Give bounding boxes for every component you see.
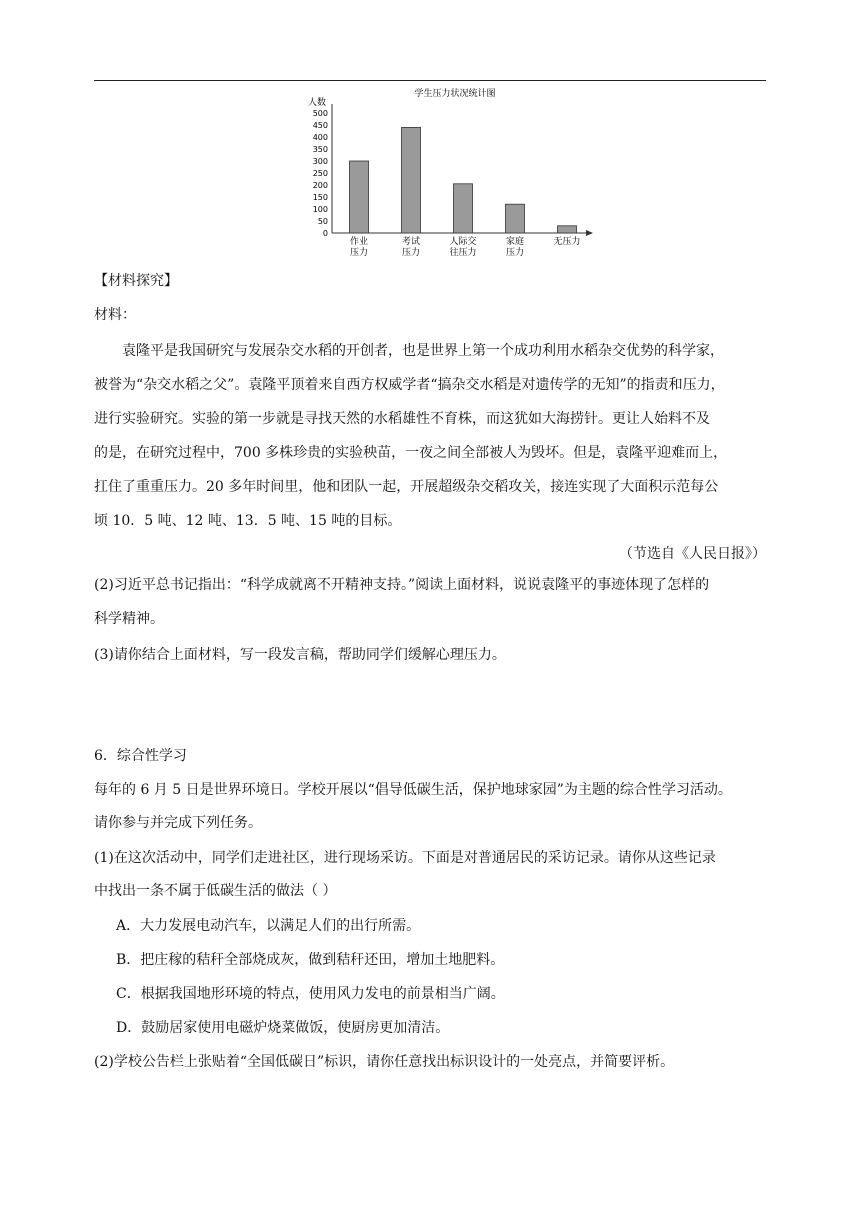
bar (506, 204, 525, 233)
s6-question-1-line: (1)在这次活动中，同学们走进社区，进行现场采访。下面是对普通居民的采访记录。请你从这些记录 (94, 850, 716, 866)
x-tick-label: 考试 (401, 237, 421, 247)
y-tick-label: 400 (312, 133, 328, 142)
y-tick-label: 0 (322, 229, 328, 238)
y-tick-label: 350 (312, 145, 328, 154)
question-3: (3)请你结合上面材料，写一段发言稿，帮助同学们缓解心理压力。 (94, 647, 506, 663)
option-c: C．根据我国地形环境的特点，使用风力发电的前景相当广阔。 (116, 986, 505, 1002)
material-label: 材料： (94, 307, 136, 323)
x-tick-label: 作业 (349, 237, 369, 247)
material-line: 顷 10．5 吨、12 吨、13．5 吨、15 吨的目标。 (94, 513, 402, 529)
section-6-intro-line: 每年的 6 月 5 日是世界环境日。学校开展以“倡导低碳生活，保护地球家园”为主题的综合性学习活动。 (94, 782, 732, 798)
material-line: 扛住了重重压力。20 多年时间里，他和团队一起，开展超级杂交稻攻关，接连实现了大面积示范每公 (94, 479, 719, 495)
y-tick-label: 250 (312, 169, 328, 178)
y-tick-label: 300 (312, 157, 328, 166)
option-a: A．大力发展电动汽车，以满足人们的出行所需。 (116, 918, 421, 934)
y-tick-label: 100 (312, 205, 328, 214)
section-6-intro-line: 请你参与并完成下列任务。 (94, 815, 262, 831)
y-tick-label: 50 (317, 217, 328, 226)
question-2-line: 科学精神。 (94, 611, 164, 627)
x-tick-label: 无压力 (553, 237, 581, 247)
y-axis-label: 人数 (308, 98, 327, 108)
section-heading: 【材料探究】 (94, 273, 178, 289)
section-6-title: 6．综合性学习 (94, 748, 187, 764)
bar (454, 184, 473, 233)
x-tick-label: 人际交 (449, 237, 477, 247)
material-line: 被誉为“杂交水稻之父”。袁隆平顶着来自西方权威学者“搞杂交水稻是对遗传学的无知”的指责和压力， (94, 377, 725, 393)
material-line: 进行实验研究。实验的第一步就是寻找天然的水稻雄性不育株，而这犹如大海捞针。更让人始料不及 (94, 411, 710, 427)
material-line: 的是，在研究过程中，700 多株珍贵的实验秧苗，一夜之间全部被人为毁坏。但是，袁隆平迎难而上， (94, 445, 728, 461)
x-axis-arrow (586, 230, 593, 236)
option-b: B．把庄稼的秸秆全部烧成灰，做到秸秆还田，增加土地肥料。 (116, 952, 505, 968)
y-tick-label: 150 (312, 193, 328, 202)
bar (558, 226, 577, 233)
y-tick-label: 500 (312, 109, 328, 118)
source-citation: （节选自《人民日报》） (619, 546, 766, 562)
x-tick-label: 压力 (505, 248, 525, 258)
x-tick-label: 往压力 (449, 248, 477, 258)
option-d: D．鼓励居家使用电磁炉烧菜做饭，使厨房更加清洁。 (116, 1020, 450, 1036)
chart-title: 学生压力状况统计图 (414, 89, 496, 99)
bar (350, 161, 369, 233)
x-tick-label: 压力 (349, 248, 369, 258)
x-tick-label: 压力 (401, 248, 421, 258)
y-tick-label: 450 (312, 121, 328, 130)
stress-bar-chart (300, 84, 600, 262)
y-tick-label: 200 (312, 181, 328, 190)
bar (402, 127, 421, 233)
s6-question-2: (2)学校公告栏上张贴着“全国低碳日”标识，请你任意找出标识设计的一处亮点，并简要评析。 (94, 1054, 675, 1070)
header-rule (94, 80, 766, 81)
question-2-line: (2)习近平总书记指出：“科学成就离不开精神支持。”阅读上面材料，说说袁隆平的事迹体现了怎样的 (94, 577, 710, 593)
s6-question-1-line: 中找出一条不属于低碳生活的做法（ ） (94, 883, 337, 899)
material-line: 袁隆平是我国研究与发展杂交水稻的开创者，也是世界上第一个成功利用水稻杂交优势的科学家， (122, 343, 724, 359)
x-tick-label: 家庭 (505, 237, 525, 247)
